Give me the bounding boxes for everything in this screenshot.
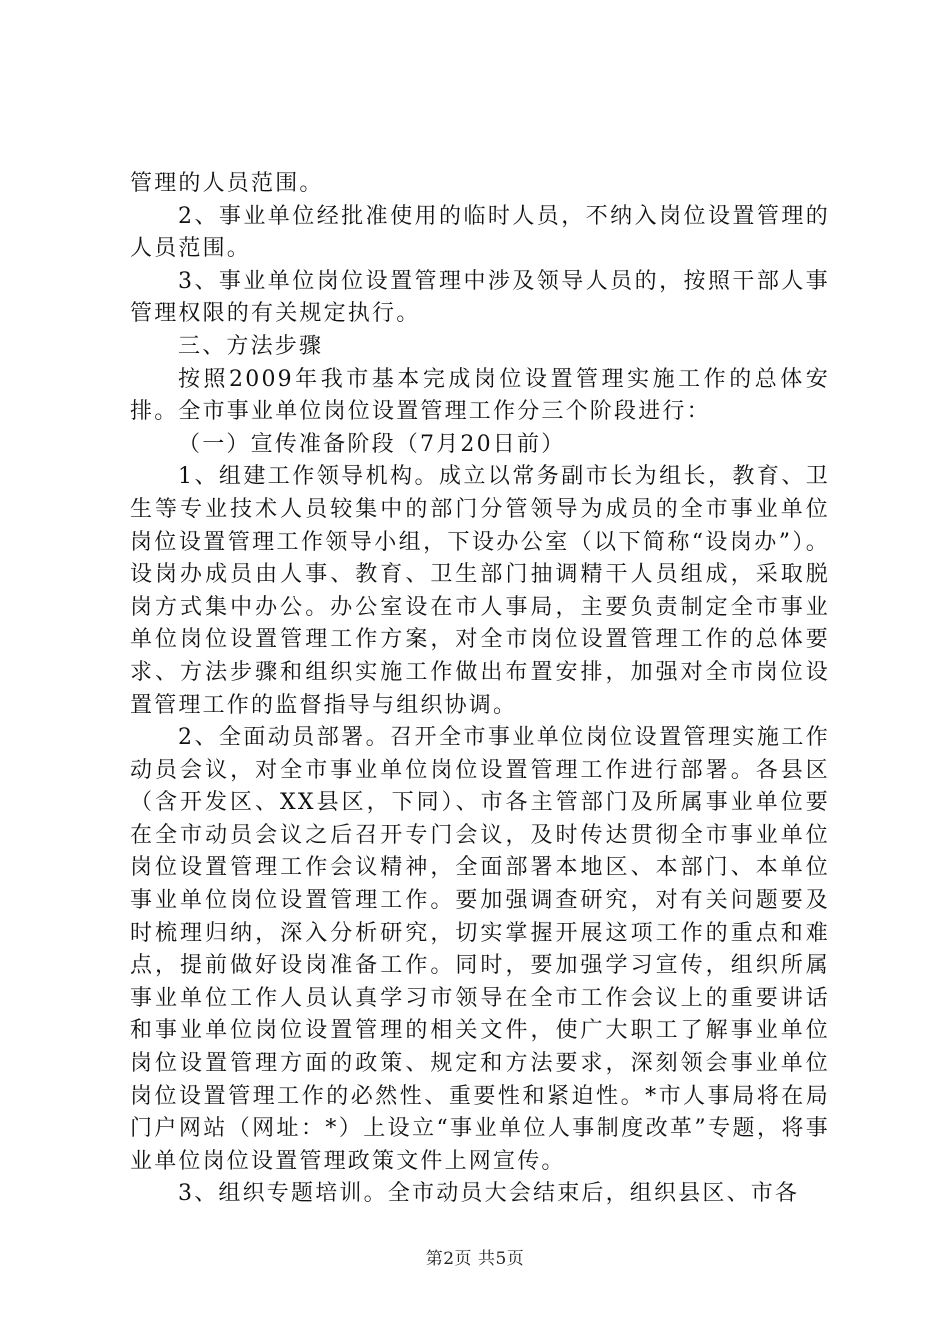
section-heading: 三、方法步骤	[178, 333, 324, 359]
paragraph-step-2: 2、全面动员部署。召开全市事业单位岗位设置管理实施工作动员会议，对全市事业单位岗位设置管理工作进行部署。各县区（含开发区、XX县区，下同）、市各主管部门及所属事业单位要在全市动员会议之后召开专门会议，及时传达贯彻全市事业单位岗位设置管理工作会议精神，全面部署本地区、本部门、本单位事业单位岗位设置管理工作。要加强调查研究，对有关问题要及时梳理归纳，深入分析研究，切实掌握开展这项工作的重点和难点，提前做好设岗准备工作。同时，要加强学习宣传，组织所属事业单位工作人员认真学习市领导在全市工作会议上的重要讲话和事业单位岗位设置管理的相关文件，使广大职工了解事业单位岗位设置管理方面的政策、规定和方法要求，深刻领会事业单位岗位设置管理工作的必然性、重要性和紧迫性。*市人事局将在局门户网站（网址：*）上设立“事业单位人事制度改革”专题，将事业单位岗位设置管理政策文件上网宣传。	[130, 725, 830, 1174]
paragraph-step-1: 1、组建工作领导机构。成立以常务副市长为组长，教育、卫生等专业技术人员较集中的部门分管领导为成员的全市事业单位岗位设置管理工作领导小组，下设办公室（以下简称“设岗办”）。设岗办成员由人事、教育、卫生部门抽调精干人员组成，采取脱岗方式集中办公。办公室设在市人事局，主要负责制定全市事业单位岗位设置管理工作方案，对全市岗位设置管理工作的总体要求、方法步骤和组织实施工作做出布置安排，加强对全市岗位设置管理工作的监督指导与组织协调。	[130, 464, 830, 718]
paragraph-continuation: 管理的人员范围。	[130, 171, 324, 196]
paragraph-item-3: 3、事业单位岗位设置管理中涉及领导人员的，按照干部人事管理权限的有关规定执行。	[130, 268, 830, 327]
paragraph-step-3: 3、组织专题培训。全市动员大会结束后，组织县区、市各	[178, 1181, 800, 1207]
page-number-footer: 第2页 共5页	[425, 1249, 525, 1269]
paragraph-item-2: 2、事业单位经批准使用的临时人员，不纳入岗位设置管理的人员范围。	[130, 203, 830, 262]
subsection-heading: （一）宣传准备阶段（7月20日前）	[178, 431, 566, 457]
paragraph-intro: 按照2009年我市基本完成岗位设置管理实施工作的总体安排。全市事业单位岗位设置管理工作分三个阶段进行：	[130, 366, 830, 425]
document-body	[130, 168, 830, 1211]
